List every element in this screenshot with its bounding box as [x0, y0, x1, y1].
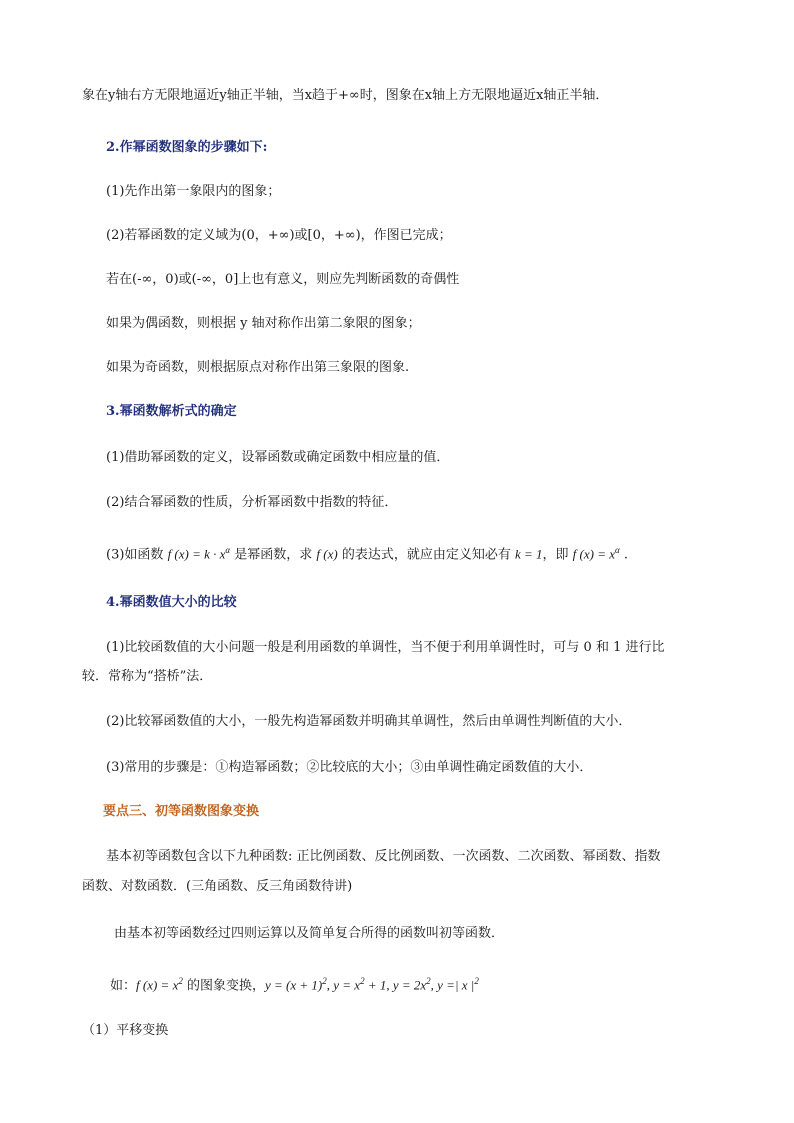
formula: f (x) = x	[136, 977, 179, 993]
formula: + 1, y = 2x	[364, 977, 427, 993]
formula: f (x) = x	[572, 546, 616, 562]
text: 的图象变换，	[182, 978, 265, 994]
superscript: 2	[426, 976, 431, 986]
text: 的表达式，就应由定义知必有	[337, 547, 515, 563]
superscript: 2	[474, 976, 479, 986]
superscript: 2	[178, 976, 183, 986]
text: (3)如函数	[106, 547, 168, 563]
superscript: 2	[360, 976, 365, 986]
heading-2: 2.作幂函数图象的步骤如下:	[106, 140, 268, 155]
formula: f (x)	[316, 546, 338, 562]
formula: , y =| x |	[430, 977, 475, 993]
item-3-3	[106, 541, 628, 564]
paragraph-basic-functions-a: 基本初等函数包含以下九种函数: 正比例函数、反比例函数、一次函数、二次函数、幂函数、指数	[106, 849, 661, 864]
section-title: 要点三、初等函数图象变换	[103, 804, 260, 819]
paragraph-basic-functions-b: 函数、对数函数．(三角函数、反三角函数待讲)	[82, 879, 353, 894]
item-4-1a: (1)比较函数值的大小问题一般是利用函数的单调性，当不便于利用单调性时，可与 0 和 1 进行比	[106, 640, 665, 655]
text: .	[619, 547, 629, 563]
paragraph-elementary-functions: 由基本初等函数经过四则运算以及简单复合所得的函数叫初等函数．	[114, 926, 505, 941]
text: 如：	[110, 978, 137, 994]
step-3: 若在(-∞，0)或(-∞，0]上也有意义，则应先判断函数的奇偶性	[106, 272, 460, 287]
item-4-2: (2)比较幂函数值的大小，一般先构造幂函数并明确其单调性，然后由单调性判断值的大小．	[106, 714, 632, 729]
step-4: 如果为偶函数，则根据 y 轴对称作出第二象限的图象；	[106, 316, 421, 331]
superscript: α	[225, 545, 231, 555]
formula: k = 1	[514, 546, 543, 562]
step-5: 如果为奇函数，则根据原点对称作出第三象限的图象.	[106, 360, 410, 375]
step-1: (1)先作出第一象限内的图象；	[106, 184, 281, 199]
superscript: α	[615, 545, 620, 555]
item-3-2: (2)结合幂函数的性质，分析幂函数中指数的特征．	[106, 495, 398, 510]
paragraph-continuation: 象在y轴右方无限地逼近y轴正半轴，当x趋于+∞时，图象在x轴上方无限地逼近x轴正半轴．	[82, 88, 609, 103]
item-4-1b: 较．常称为“搭桥”法．	[82, 669, 213, 684]
formula: y = (x + 1)	[265, 977, 323, 993]
text: ，即	[542, 547, 573, 563]
heading-3: 3.幂函数解析式的确定	[106, 404, 237, 419]
item-4-3: (3)常用的步骤是：①构造幂函数；②比较底的大小；③由单调性确定函数值的大小．	[106, 760, 593, 775]
subsection-translation: （1）平移变换	[82, 1023, 169, 1038]
item-3-1: (1)借助幂函数的定义，设幂函数或确定函数中相应量的值．	[106, 450, 450, 465]
formula: f (x) = k · x	[167, 546, 226, 562]
heading-4: 4.幂函数值大小的比较	[106, 595, 237, 610]
text: 是幂函数，求	[230, 547, 317, 563]
formula: , y = x	[326, 977, 361, 993]
superscript: 2	[322, 976, 327, 986]
step-2: (2)若幂函数的定义域为(0，+∞)或[0，+∞)，作图已完成；	[106, 228, 452, 243]
paragraph-example	[110, 972, 479, 995]
